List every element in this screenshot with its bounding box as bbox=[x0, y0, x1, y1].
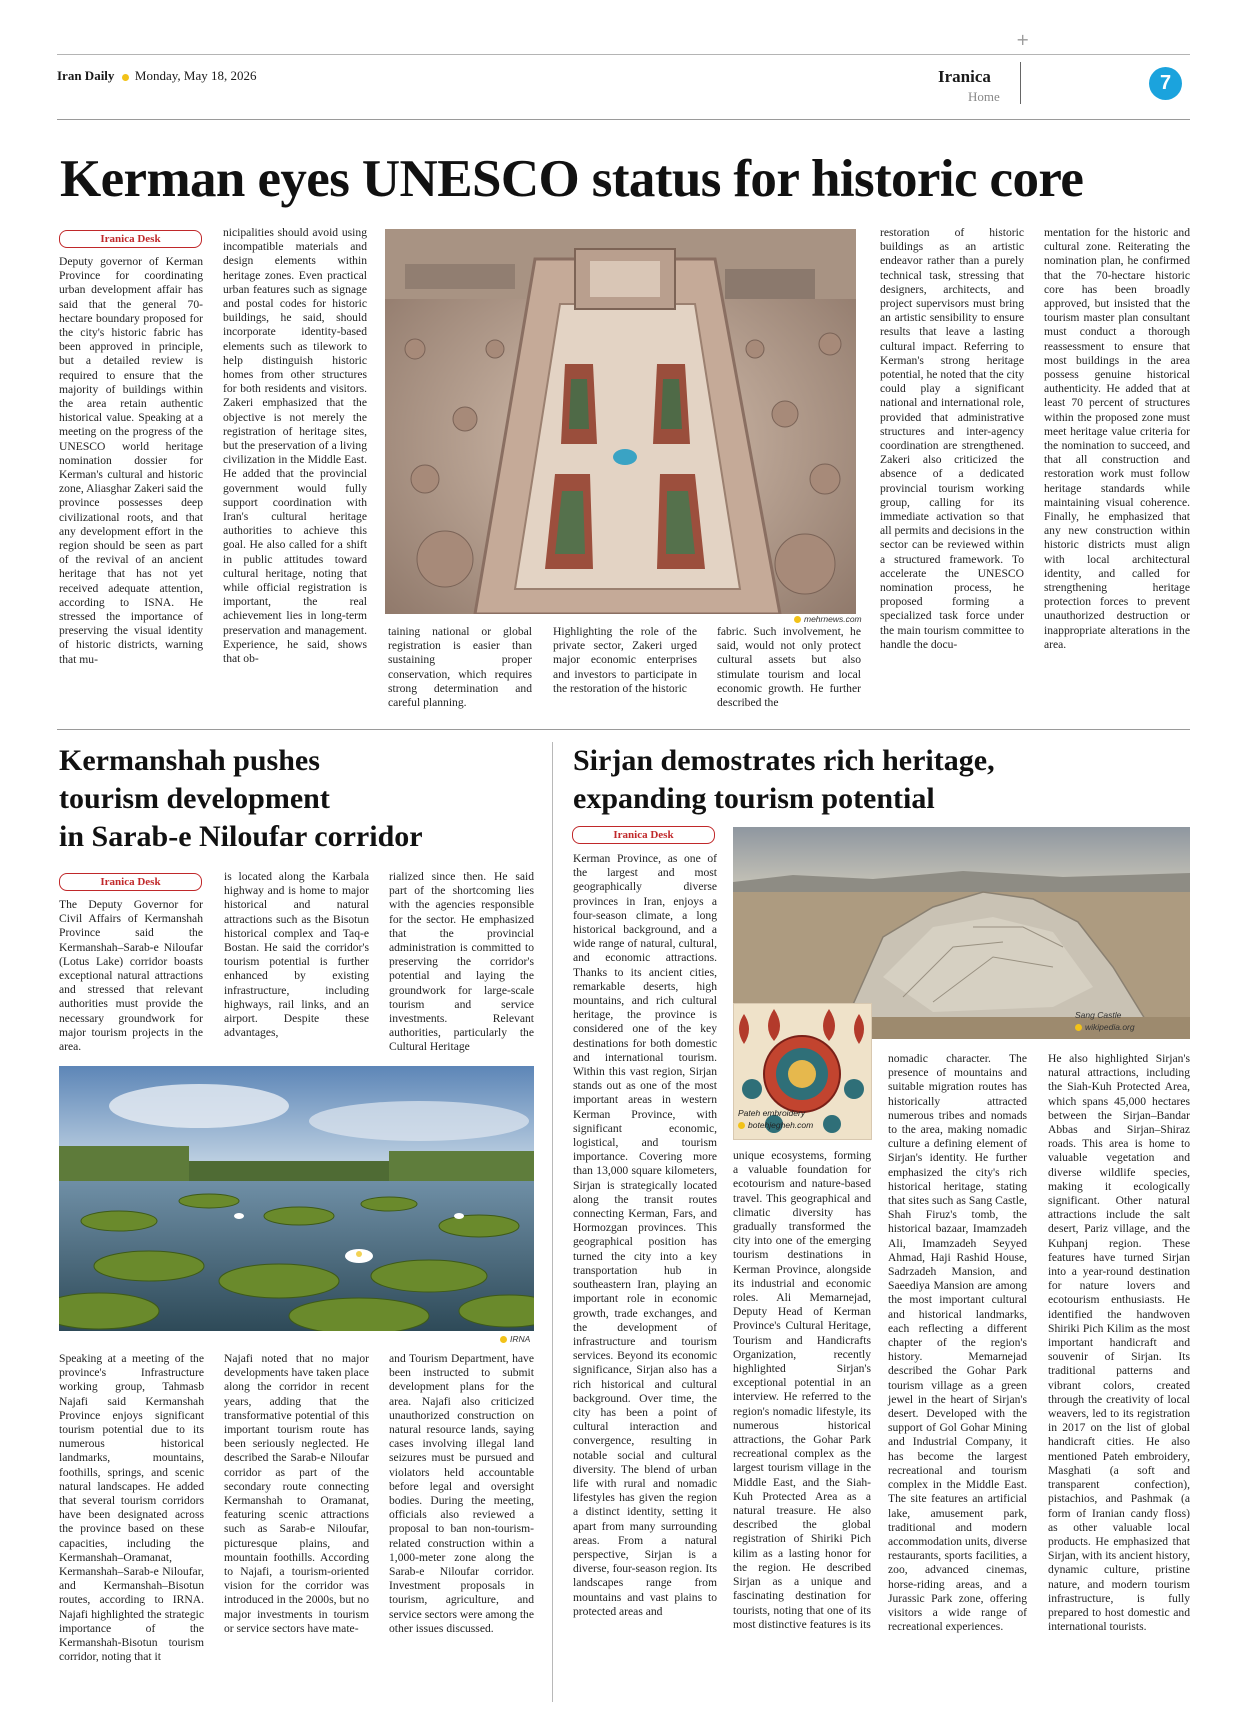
section-divider bbox=[57, 729, 1190, 730]
article1-col7: mentation for the historic and cultural zone. Reiterating the nomination plan, he confirmed that the 70-hectare historic core has been broadly approved, but insisted that the tourism master plan consultant must conduct a thorough reassessment to ensure that most buildings in the area possess genuine historical authenticity. He added that at least 70 percent of structures within the proposed zone must meet heritage value criteria for the nomination to succeed, and that all construction and restoration work must follow heritage standards while maintaining visual coherence. Finally, he emphasized that any new construction within historic districts must align with local architectural identity, and called for strengthening heritage protection forces to prevent unauthorized destruction or inappropriate alterations in the area. bbox=[1044, 226, 1190, 651]
article1-desk-tag: Iranica Desk bbox=[59, 230, 202, 248]
issue-date: Monday, May 18, 2026 bbox=[134, 68, 257, 83]
article1-photo-credit: mehrnews.com bbox=[794, 614, 862, 624]
crop-mark-icon: + bbox=[1016, 30, 1030, 49]
inset-caption: Pateh embroidery bbox=[738, 1108, 806, 1118]
article2-col1: The Deputy Governor for Civil Affairs of Kermanshah Province said the Kermanshah–Sarab-e Niloufar (Lotus Lake) corridor boasts exceptional natural attractions and stressed that relevant authorities must provide the necessary groundwork for major tourism projects in the area. bbox=[59, 898, 203, 1054]
article3-desk-tag: Iranica Desk bbox=[572, 826, 715, 844]
article1-col1: Deputy governor of Kerman Province for coordinating urban development affair has said that the general 70-hectare boundary proposed for the city's historic fabric has been approved in principle, but a detailed review is required to ensure that the majority of buildings within the area retain authentic historical value. Speaking at a meeting on the progress of the UNESCO world heritage nomination dossier for Kerman's cultural and historic zone, Aliasghar Zakeri said the province possesses deep civilizational roots, and that any development effort in the region should be seen as part of the revival of an ancient heritage that has not yet received adequate attention, according to ISNA. He stressed the importance of preserving the visual identity of historic districts, warning that mu- bbox=[59, 255, 203, 666]
section-name: Iranica bbox=[938, 67, 991, 86]
article2-col2: is located along the Karbala highway and is home to major historical and natural attractions such as the Bisotun historical complex and Taq-e Bostan. He said the corridor's tourism potential is further enhanced by existing infrastructure, including highways, rail links, and an airport. Despite these advantages, bbox=[224, 870, 369, 1040]
article1-col4: Highlighting the role of the private sector, Zakeri urged major economic enterprises and investors to participate in the restoration of the historic bbox=[553, 625, 697, 695]
credit-dot-icon bbox=[500, 1336, 507, 1343]
article2-col3: rialized since then. He said part of the shortcoming lies with the agencies responsible for the sector. He emphasized that the provincial administration is committed to preserving the corridor's potential and laying the groundwork for large-scale tourism and service investments. Relevant authorities, particularly the Cultural Heritage bbox=[389, 870, 534, 1054]
article3-col2: unique ecosystems, forming a valuable foundation for ecotourism and nature-based travel. This geographical and climatic diversity has gradually transformed the city into one of the emerging tourism destinations in Kerman Province, alongside its industrial and economic roles. Ali Memarnejad, Deputy Head of Kerman Province's Cultural Heritage, Tourism and Handicrafts Organization, recently highlighted Sirjan's exceptional potential in an interview. He referred to the region's nomadic lifestyle, its numerous historical attractions, the Gohar Park recreational complex as the largest tourism village in the Middle East, and the Siah-Kuh Protected Area as a natural treasure. He also described the global registration of Shiriki Pich kilim as a lasting honor for the region. He described Sirjan as a unique and fascinating destination for tourists, noting that one of its most distinctive features is its bbox=[733, 1149, 871, 1631]
paper-name: Iran Daily bbox=[57, 68, 115, 83]
article1-col3: taining national or global registration is easier than sustaining proper conservation, which requires strong determination and careful planning. bbox=[388, 625, 532, 710]
article1-col2: nicipalities should avoid using incompatible materials and design elements within heritage zones. Even practical urban features such as signage and postal codes for historic buildings, he said, should incorporate identity-based elements such as tilework to help distinguish historic homes from other structures for both residents and visitors. Zakeri emphasized that the objective is not merely the registration of heritage sites, but the preservation of a living civilization in the Middle East. He added that the provincial government would fully support coordination with Iran's cultural heritage authorities to achieve this goal. He also called for a shift in public attitudes toward cultural heritage, noting that while official registration is important, the real achievement lies in long-term preservation and management. Experience, he said, shows that ob- bbox=[223, 226, 367, 666]
header-top-rule bbox=[57, 54, 1190, 55]
inset-credit: botehjegheh.com bbox=[738, 1120, 813, 1130]
article2-headline: Kermanshah pushes tourism development in Sarab-e Niloufar corridor bbox=[59, 744, 423, 853]
article1-col5: fabric. Such involvement, he said, would not only protect cultural assets but also stimulate tourism and local economic growth. He further described the bbox=[717, 625, 861, 710]
header-bottom-rule bbox=[57, 119, 1190, 120]
page-number-badge: 7 bbox=[1149, 67, 1182, 100]
article3-col4: He also highlighted Sirjan's natural attractions, including the Siah-Kuh Protected Area, which spans 45,000 hectares between the Sirjan–Bandar Abbas and Sirjan–Shiraz roads. This area is home to valuable vegetation and diverse wildlife species, making it ecologically significant. Other natural attractions include the salt desert, Pariz village, and the Kuhpanj region. These features have turned Sirjan into a year-round destination for nature lovers and ecotourism enthusiasts. He identified the handwoven Shiriki Pich Kilim as the most important handicraft and souvenir of Sirjan. Its traditional patterns and vibrant colors, created through the creativity of local weavers, led to its registration in 2017 on the list of global handicraft cities. He also mentioned Pateh embroidery, Masghati (a soft and transparent confection), pistachios, and Pashmak (a form of Iranian candy floss) as other valuable local products. He emphasized that Sirjan, with its ancient history, dynamic culture, pristine nature, and modern tourism infrastructure, is fully prepared to host domestic and international tourists. bbox=[1048, 1052, 1190, 1634]
article3-headline: Sirjan demostrates rich heritage, expanding tourism potential bbox=[573, 744, 995, 815]
article2-col6: and Tourism Department, have been instructed to submit development plans for the area. Najafi also criticized unauthorized construction on natural resource lands, saying cases involving illegal land seizures must be pursued and violators held accountable before legal and oversight bodies. During the meeting, officials also reviewed a proposal to ban non-tourism-related construction within a 1,000-meter zone along the Sarab-e Niloufar corridor. Investment proposals in tourism, agriculture, and service sectors were among the other issues discussed. bbox=[389, 1352, 534, 1635]
column-divider bbox=[552, 742, 553, 1702]
header-divider bbox=[1020, 62, 1021, 104]
bullet-dot-icon bbox=[122, 74, 129, 81]
article1-col6: restoration of historic buildings as an artistic endeavor rather than a purely technical task, stressing that designers, architects, and project supervisors must bring an artistic sensibility to ensure results that leave a lasting cultural impact. Referring to Kerman's strong heritage potential, he noted that the city could play a significant national and international role, provided that administrative structures and inter-agency coordination are strengthened. Zakeri also criticized the absence of a dedicated provincial tourism working group, calling for its immediate activation so that all permits and decisions in the sector can be reviewed within a structured framework. To accelerate the UNESCO nomination process, he proposed forming a specialized task force under the main tourism committee to handle the docu- bbox=[880, 226, 1024, 651]
lotus-lake-illustration bbox=[59, 1066, 534, 1331]
article2-col5: Najafi noted that no major developments have taken place along the corridor in recent years, adding that the transformative potential of this important tourism route has been seriously neglected. He described the Sarab-e Niloufar corridor as part of the secondary route connecting Kermanshah to Oramanat, featuring scenic attractions such as Sarab-e Niloufar, picturesque plains, and mountain foothills. According to Najafi, a tourism-oriented vision for the corridor was introduced in the 2000s, but no major investments in tourism or service sectors have mate- bbox=[224, 1352, 369, 1635]
credit-dot-icon bbox=[1075, 1024, 1082, 1031]
kerman-complex-illustration bbox=[385, 229, 856, 614]
article3-col3: nomadic character. The presence of mountains and suitable migration routes has historically attracted numerous tribes and nomads to the area, making nomadic culture a defining element of Sirjan's identity. He further emphasized the city's rich historical heritage, stating that sites such as Sang Castle, Shah Firuz's tomb, the historical bazaar, Imamzadeh Ali, Imamzadeh Seyyed Ahmad, Haji Rashid House, Sadrzadeh Mansion, and Saeediya Mansion are among the most important cultural and historical landmarks, each reflecting a different chapter of the region's history. Memarnejad described the Gohar Park tourism village as a green jewel in the heart of Sirjan's desert. Developed with the support of Gol Gohar Mining and Industrial Company, it has become the largest recreational and tourism complex in the Middle East. The site features an artificial lake, amusement park, traditional and modern accommodation units, diverse restaurants, sports facilities, a zoo, advanced cinemas, horse-riding areas, and a Jurassic Park zone, offering visitors a wide range of recreational experiences. bbox=[888, 1052, 1027, 1634]
credit-dot-icon bbox=[794, 616, 801, 623]
article3-photo-credit: wikipedia.org bbox=[1075, 1022, 1135, 1032]
article2-col4: Speaking at a meeting of the province's Infrastructure working group, Tahmasb Najafi said Kermanshah Province enjoys significant tourism potential due to its numerous historical landmarks, mountains, foothills, springs, and scenic natural landscapes. He added that several tourism corridors have been designated across the province based on these capacities, including the Kermanshah–Oramanat, Kermanshah–Sarab-e Niloufar, and Kermanshah–Bisotun routes, according to IRNA. Najafi highlighted the strategic importance of the Kermanshah-Bisotun tourism corridor, noting that it bbox=[59, 1352, 204, 1664]
kerman-complex-photo bbox=[385, 229, 856, 614]
article2-photo-credit: IRNA bbox=[500, 1334, 530, 1344]
article2-desk-tag: Iranica Desk bbox=[59, 873, 202, 891]
masthead bbox=[57, 68, 257, 84]
lotus-lake-photo bbox=[59, 1066, 534, 1331]
article1-headline: Kerman eyes UNESCO status for historic core bbox=[60, 150, 1084, 208]
article3-photo-caption: Sang Castle bbox=[1075, 1010, 1122, 1020]
credit-dot-icon bbox=[738, 1122, 745, 1129]
pateh-embroidery-illustration bbox=[734, 1004, 871, 1139]
subsection-name: Home bbox=[968, 89, 1000, 104]
article3-col1: Kerman Province, as one of the largest and most geographically diverse provinces in Iran, enjoys a four-season climate, a long historical background, and a wide range of natural, cultural, and economic attractions. Thanks to its ancient cities, remarkable deserts, high mountains, and rich cultural heritage, the province is considered one of the key destinations for both domestic and international tourism. Within this vast region, Sirjan stands out as one of the most important areas in western Kerman Province, with significant economic, logistical, and tourism importance. Covering more than 13,000 square kilometers, Sirjan is strategically located along the transit routes connecting Kerman, Fars, and Hormozgan provinces. This geographical position has turned the city into a key transportation hub in southeastern Iran, playing an important role in economic growth, trade exchanges, and the development of infrastructure and tourism services. Beyond its economic significance, Sirjan also has a rich historical and cultural background. Over time, the city has been a point of cultural interaction and convergence, resulting in notable social and cultural diversity. The blend of urban life with rural and nomadic lifestyles has given the region a distinct identity, setting it apart from many surrounding areas. From a natural perspective, Sirjan is a diverse, four-season region. Its landscapes range from mountains and vast plains to protected areas and bbox=[573, 852, 717, 1618]
